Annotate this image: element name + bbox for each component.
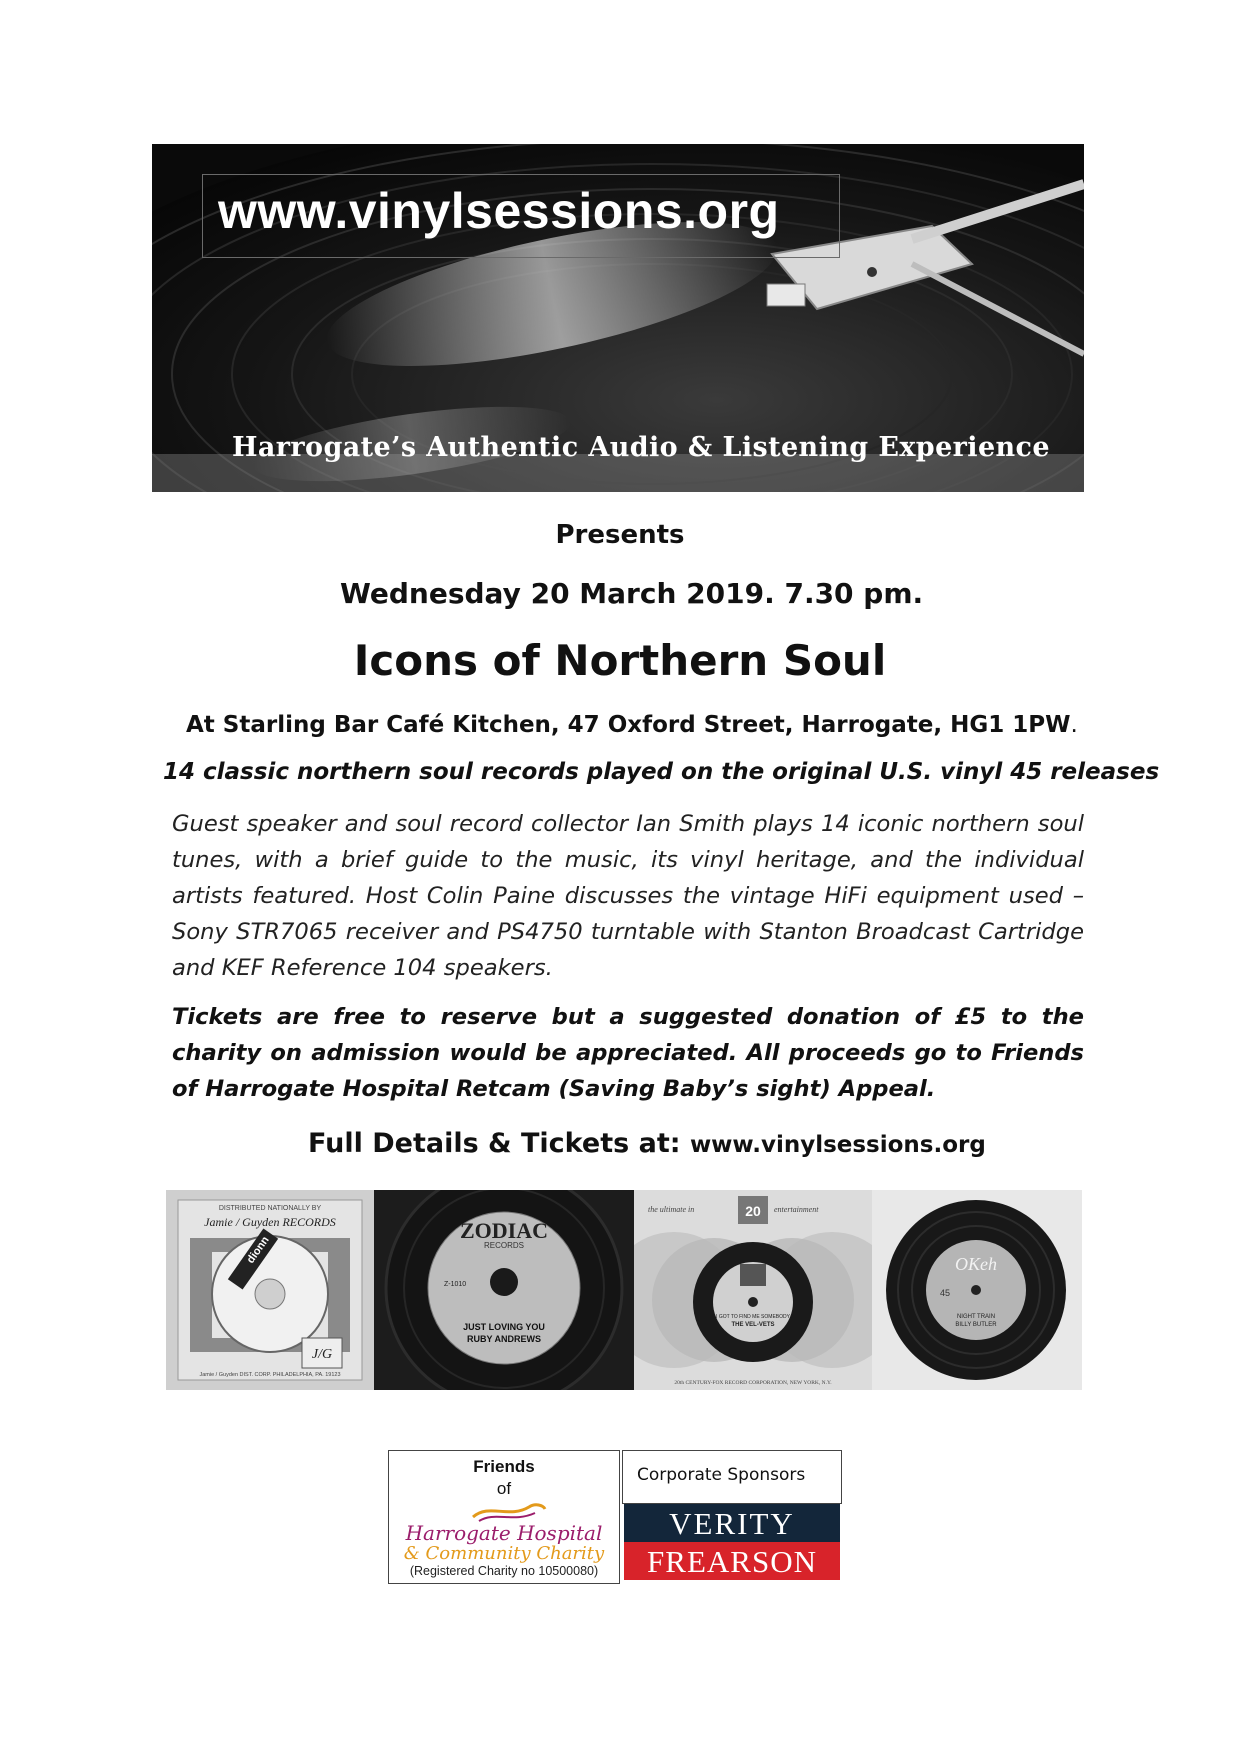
- event-title: Icons of Northern Soul: [353, 636, 887, 685]
- jamie-label-top: DISTRIBUTED NATIONALLY BY: [218, 1205, 322, 1212]
- sleeve-left: the ultimate in: [648, 1205, 695, 1214]
- banner-tagline: Harrogate’s Authentic Audio & Listening Experience: [232, 432, 1050, 463]
- friends-registered-text: (Registered Charity no 10500080): [409, 1564, 599, 1578]
- record-photo-20th-century-fox: [634, 1190, 872, 1390]
- event-date: Wednesday 20 March 2019. 7.30 pm.: [340, 577, 924, 610]
- fox-artist: THE VEL-VETS: [731, 1322, 775, 1328]
- jamie-brand: Jamie / Guyden RECORDS: [204, 1215, 336, 1229]
- corporate-sponsors-box: [622, 1450, 842, 1504]
- verity-frearson-logo: [624, 1504, 840, 1580]
- jamie-footer: Jamie / Guyden DIST. CORP. PHILADELPHIA, PA. 19123: [199, 1372, 341, 1378]
- records-subheading: 14 classic northern soul records played on the original U.S. vinyl 45 releases: [163, 759, 1160, 785]
- okeh-artist: BILLY BUTLER: [955, 1322, 997, 1328]
- hand-heart-icon: [469, 1499, 549, 1523]
- record-photo-okeh: [872, 1190, 1082, 1390]
- fox-footer: 20th CENTURY-FOX RECORD CORPORATION, NEW YORK, N.Y.: [674, 1380, 832, 1386]
- friends-text: Friends: [473, 1457, 535, 1476]
- record-photo-zodiac: [374, 1190, 634, 1390]
- venue-text: At Starling Bar Café Kitchen, 47 Oxford Street, Harrogate, HG1 1PW: [186, 712, 1071, 738]
- presents-heading: Presents: [555, 520, 685, 550]
- dionn-label: dionn: [244, 1234, 272, 1266]
- record-photo-jamie-guyden: [166, 1190, 374, 1390]
- friends-hospital-text: Harrogate Hospital: [405, 1521, 603, 1545]
- sleeve-right: entertainment: [774, 1205, 819, 1214]
- event-description: Guest speaker and soul record collector Ian Smith plays 14 iconic northern soul tunes, with a brief guide to the music, its vinyl heritage, and the individual artists featured. Host Colin Paine discusses the vintage HiFi equipment used – Sony STR7065 receiver and PS4750 turntable with Stanton Broadcast Cartridge and KEF Reference 104 speakers.: [172, 811, 1084, 981]
- fox-badge: 20: [745, 1203, 761, 1219]
- fox-song: I GOT TO FIND ME SOMEBODY: [716, 1314, 790, 1320]
- zodiac-catalog: Z-1010: [444, 1281, 467, 1288]
- banner-url[interactable]: www.vinylsessions.org: [218, 183, 780, 239]
- corporate-sponsors-label: Corporate Sponsors: [637, 1465, 806, 1485]
- zodiac-sub: RECORDS: [483, 1241, 525, 1250]
- event-venue: [186, 712, 1078, 738]
- details-url-link[interactable]: www.vinylsessions.org: [689, 1132, 986, 1158]
- venue-dot: .: [1070, 712, 1078, 738]
- frearson-text: FREARSON: [624, 1542, 840, 1580]
- details-label: Full Details & Tickets at:: [308, 1128, 690, 1159]
- tickets-info: Tickets are free to reserve but a suggested donation of £5 to the charity on admission would be appreciated. All proceeds go to Friends of Harrogate Hospital Retcam (Saving Baby’s sight) Appeal.: [172, 1004, 1084, 1102]
- details-line: [308, 1128, 986, 1159]
- friends-of-text: of: [496, 1479, 512, 1498]
- friends-charity-logo: [388, 1450, 620, 1584]
- okeh-brand: OKeh: [955, 1254, 997, 1274]
- jg-corner: J/G: [311, 1347, 333, 1362]
- verity-text: VERITY: [624, 1504, 840, 1542]
- okeh-song: NIGHT TRAIN: [956, 1314, 996, 1320]
- friends-community-text: & Community Charity: [403, 1543, 605, 1564]
- zodiac-brand: ZODIAC: [459, 1218, 549, 1243]
- zodiac-artist: RUBY ANDREWS: [466, 1334, 542, 1344]
- okeh-speed: 45: [940, 1288, 951, 1298]
- zodiac-song: JUST LOVING YOU: [463, 1322, 545, 1332]
